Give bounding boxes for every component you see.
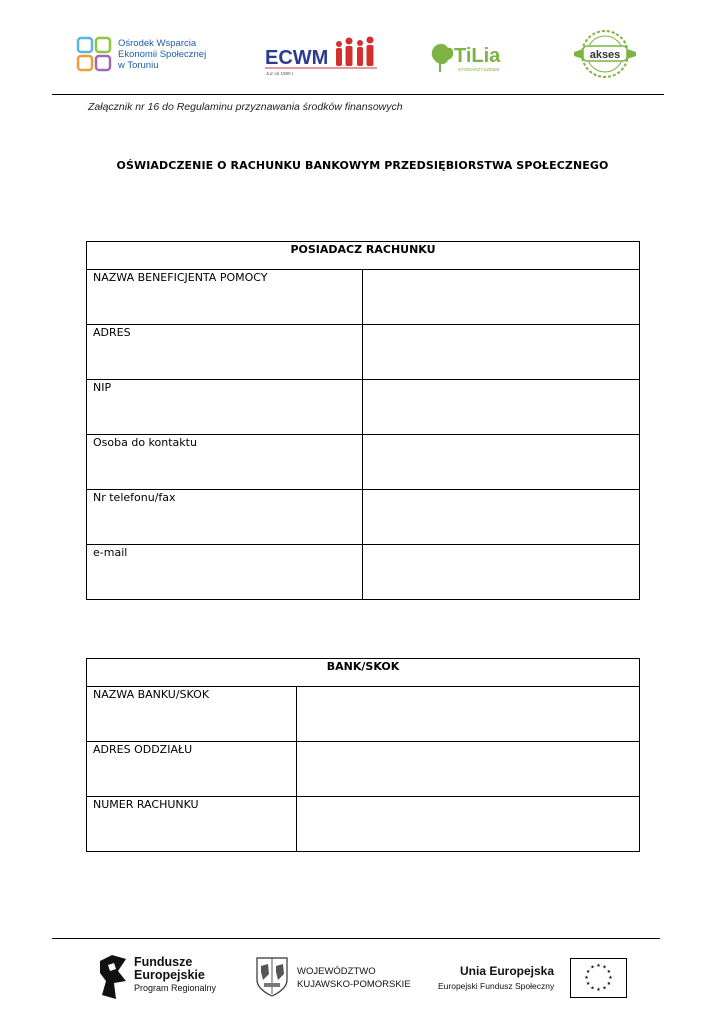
coat-of-arms-icon bbox=[255, 956, 289, 998]
email-field[interactable] bbox=[363, 545, 640, 600]
field-label: ADRES ODDZIAŁU bbox=[87, 742, 297, 797]
svg-text:★: ★ bbox=[590, 985, 595, 992]
fundusze-europejskie-logo bbox=[98, 951, 238, 1003]
account-number-field[interactable] bbox=[297, 797, 640, 852]
table-row bbox=[87, 687, 640, 742]
ecwm-logo-text: ECWM bbox=[265, 47, 329, 69]
table-row bbox=[87, 545, 640, 600]
svg-text:★: ★ bbox=[602, 964, 607, 971]
akses-logo-text: akses bbox=[589, 49, 621, 61]
eu-flag-icon bbox=[570, 958, 627, 998]
svg-text:★: ★ bbox=[590, 964, 595, 971]
table-row bbox=[87, 797, 640, 852]
svg-text:STOWARZYSZENIE: STOWARZYSZENIE bbox=[458, 67, 500, 72]
field-label: Nr telefonu/fax bbox=[87, 490, 363, 545]
svg-text:★: ★ bbox=[608, 975, 613, 981]
owes-squares-icon bbox=[76, 36, 112, 72]
svg-text:★: ★ bbox=[585, 981, 591, 987]
contact-person-field[interactable] bbox=[363, 435, 640, 490]
bank-table bbox=[86, 658, 640, 852]
field-label: NIP bbox=[87, 380, 363, 435]
field-label: NAZWA BENEFICJENTA POMOCY bbox=[87, 270, 363, 325]
tilia-logo-text: TiLia bbox=[454, 45, 501, 67]
table-row bbox=[87, 435, 640, 490]
branch-address-field[interactable] bbox=[297, 742, 640, 797]
account-holder-heading: POSIADACZ RACHUNKU bbox=[87, 242, 640, 270]
table-row bbox=[87, 270, 640, 325]
svg-text:★: ★ bbox=[606, 969, 612, 975]
svg-text:★: ★ bbox=[606, 981, 612, 987]
field-label: Osoba do kontaktu bbox=[87, 435, 363, 490]
tilia-leaf-icon bbox=[432, 44, 453, 72]
owes-logo-text: Ośrodek Wsparcia Ekonomii Społecznej w Toruniu bbox=[118, 38, 207, 71]
kujawsko-pomorskie-logo bbox=[255, 956, 415, 1000]
ecwm-people-icon bbox=[336, 37, 374, 67]
svg-text:★: ★ bbox=[596, 963, 601, 969]
bank-name-field[interactable] bbox=[297, 687, 640, 742]
eu-logo-subtitle: Europejski Fundusz Społeczny bbox=[438, 981, 555, 991]
annex-note: Załącznik nr 16 do Regulaminu przyznawania środków finansowych bbox=[88, 101, 403, 113]
table-row bbox=[87, 325, 640, 380]
address-field[interactable] bbox=[363, 325, 640, 380]
akses-logo bbox=[568, 28, 642, 80]
field-label: NAZWA BANKU/SKOK bbox=[87, 687, 297, 742]
field-label: NUMER RACHUNKU bbox=[87, 797, 297, 852]
account-holder-table bbox=[86, 241, 640, 600]
table-row bbox=[87, 490, 640, 545]
region-logo-text: WOJEWÓDZTWO KUJAWSKO-POMORSKIE bbox=[297, 966, 411, 990]
svg-text:★: ★ bbox=[584, 975, 589, 981]
eu-logo-title: Unia Europejska bbox=[460, 964, 555, 978]
document-title: OŚWIADCZENIE O RACHUNKU BANKOWYM PRZEDSIĘBIORSTWA SPOŁECZNEGO bbox=[116, 159, 609, 172]
svg-text:★: ★ bbox=[585, 969, 591, 975]
header-divider bbox=[52, 94, 664, 95]
phone-fax-field[interactable] bbox=[363, 490, 640, 545]
ecwm-logo bbox=[265, 34, 380, 78]
bank-heading: BANK/SKOK bbox=[87, 659, 640, 687]
field-label: ADRES bbox=[87, 325, 363, 380]
tilia-logo bbox=[428, 38, 518, 78]
unia-europejska-logo bbox=[438, 958, 628, 1000]
beneficiary-name-field[interactable] bbox=[363, 270, 640, 325]
svg-text:★: ★ bbox=[602, 985, 607, 992]
fe-logo-text: Fundusze Europejskie Program Regionalny bbox=[134, 955, 217, 993]
footer-divider bbox=[52, 938, 660, 939]
field-label: e-mail bbox=[87, 545, 363, 600]
table-row bbox=[87, 742, 640, 797]
nip-field[interactable] bbox=[363, 380, 640, 435]
owes-logo bbox=[76, 36, 246, 76]
fe-star-icon bbox=[98, 951, 128, 1003]
svg-text:★: ★ bbox=[596, 987, 601, 993]
svg-text:Już od 1990 r.: Już od 1990 r. bbox=[266, 71, 295, 76]
table-row bbox=[87, 380, 640, 435]
